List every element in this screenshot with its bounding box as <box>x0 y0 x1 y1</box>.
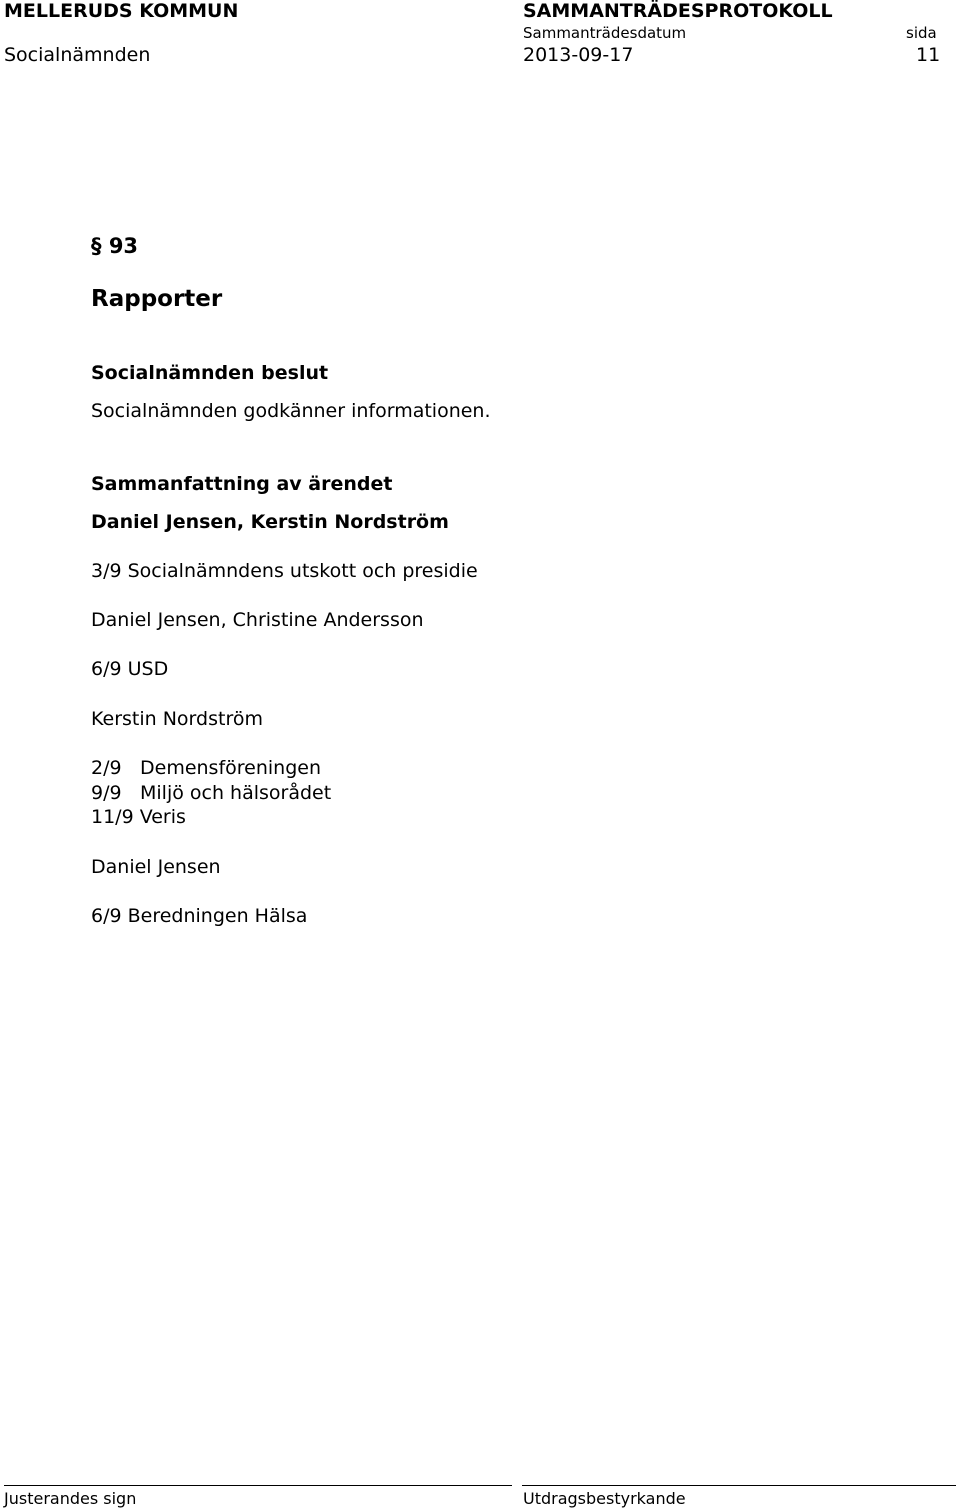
list-item <box>91 806 186 828</box>
group-1-item: 3/9 Socialnämndens utskott och presidie <box>91 560 478 582</box>
group-3-persons: Kerstin Nordström <box>91 708 263 730</box>
group-2-persons: Daniel Jensen, Christine Andersson <box>91 609 424 631</box>
list-item-date: 11/9 <box>91 806 134 828</box>
list-item <box>91 757 321 779</box>
footer-sign-label: Justerandes sign <box>4 1489 137 1508</box>
document-type: SAMMANTRÄDESPROTOKOLL <box>523 0 833 22</box>
footer-certified-label: Utdragsbestyrkande <box>523 1489 686 1508</box>
group-4-item: 6/9 Beredningen Hälsa <box>91 905 308 927</box>
summary-heading: Sammanfattning av ärendet <box>91 473 393 495</box>
list-item <box>91 782 331 804</box>
footer-divider-left <box>4 1485 512 1486</box>
organization-name: MELLERUDS KOMMUN <box>4 0 239 22</box>
list-item-date: 9/9 <box>91 782 122 804</box>
page-label: sida <box>906 24 937 42</box>
group-4-persons: Daniel Jensen <box>91 856 221 878</box>
list-item-event: Demensföreningen <box>140 757 322 779</box>
section-number <box>91 234 138 258</box>
list-item-date: 2/9 <box>91 757 122 779</box>
section-title: Rapporter <box>91 286 223 312</box>
page-number: 11 <box>916 44 941 66</box>
section-symbol: § <box>91 234 102 258</box>
date-label: Sammanträdesdatum <box>523 24 687 42</box>
group-2-item: 6/9 USD <box>91 658 169 680</box>
section-number-value: 93 <box>108 234 139 258</box>
decision-text: Socialnämnden godkänner informationen. <box>91 400 491 422</box>
department-name: Socialnämnden <box>4 44 151 66</box>
decision-heading: Socialnämnden beslut <box>91 362 329 384</box>
meeting-date: 2013-09-17 <box>523 44 634 66</box>
group-1-persons: Daniel Jensen, Kerstin Nordström <box>91 511 449 533</box>
footer-divider-right <box>522 1485 956 1486</box>
list-item-event: Miljö och hälsorådet <box>140 782 332 804</box>
list-item-event: Veris <box>139 806 186 828</box>
